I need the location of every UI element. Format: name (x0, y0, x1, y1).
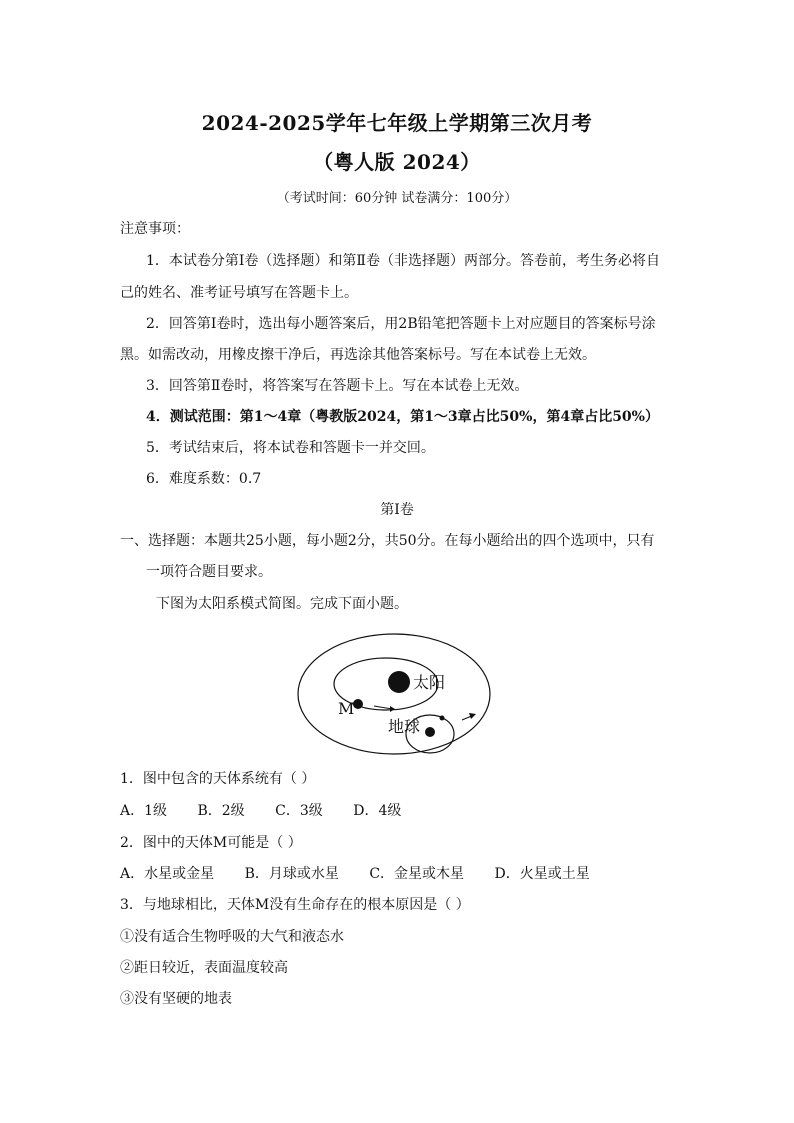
sun (388, 671, 410, 693)
question-3-statement: ②距日较近，表面温度较高 (120, 960, 288, 976)
question-2-option-b: B．月球或水星 (244, 866, 339, 882)
earth (425, 727, 435, 737)
note-item: 己的姓名、准考证号填写在答题卡上。 (120, 285, 358, 301)
note-item: 3．回答第Ⅱ卷时，将答案写在答题卡上。写在本试卷上无效。 (146, 378, 529, 394)
question-1-stem: 1．图中包含的天体系统有（ ） (120, 771, 316, 787)
planet-m-label: M (338, 699, 355, 718)
solar-system-diagram (296, 630, 496, 770)
earth-label: 地球 (388, 717, 421, 736)
question-2-options (120, 863, 616, 883)
question-intro: 下图为太阳系模式简图。完成下面小题。 (156, 596, 408, 612)
note-item-scope: 4．测试范围：第1～4章（粤教版2024，第1～3章占比50%，第4章占比50%） (146, 409, 659, 425)
exam-title: 2024-2025学年七年级上学期第三次月考 (201, 111, 593, 135)
exam-edition: （粤人版 2024） (313, 150, 481, 174)
note-item: 6．难度系数：0.7 (146, 471, 262, 487)
question-3-statement: ③没有坚硬的地表 (120, 991, 232, 1007)
note-item: 2．回答第Ⅰ卷时，选出每小题答案后，用2B铅笔把答题卡上对应题目的答案标号涂 (146, 316, 656, 332)
question-3-statement: ①没有适合生物呼吸的大气和液态水 (120, 929, 344, 945)
question-1-options (120, 800, 427, 820)
question-2-option-d: D．火星或土星 (494, 866, 590, 882)
note-item: 1．本试卷分第Ⅰ卷（选择题）和第Ⅱ卷（非选择题）两部分。答卷前，考生务必将自 (146, 253, 660, 269)
question-2-option-c: C．金星或木星 (369, 866, 465, 882)
planet-m (353, 699, 363, 709)
question-2-option-a: A．水星或金星 (120, 866, 215, 882)
outer-orbit-arrow-head (469, 713, 476, 719)
question-1-option-c: C．3级 (275, 803, 323, 819)
orbit-arrow-head (390, 706, 395, 712)
moon (440, 716, 445, 721)
outer-orbit (298, 634, 490, 754)
question-1-option-b: B．2级 (197, 803, 245, 819)
question-3-stem: 3．与地球相比，天体M没有生命存在的根本原因是（ ） (120, 897, 470, 913)
sun-label: 太阳 (413, 673, 446, 692)
note-item: 5．考试结束后，将本试卷和答题卡一并交回。 (146, 440, 435, 456)
note-item: 黑。如需改动，用橡皮擦干净后，再选涂其他答案标号。写在本试卷上无效。 (120, 347, 596, 363)
question-1-option-a: A．1级 (120, 803, 168, 819)
exam-time-score: （考试时间：60分钟 试卷满分：100分） (276, 191, 518, 206)
section-heading: 一、选择题：本题共25小题，每小题2分，共50分。在每小题给出的四个选项中，只有 (120, 533, 655, 549)
question-1-option-d: D．4级 (353, 803, 402, 819)
notes-heading: 注意事项： (120, 221, 190, 237)
orbit-direction-arrow (374, 706, 392, 709)
question-2-stem: 2．图中的天体M可能是（ ） (120, 835, 302, 851)
section-heading-cont: 一项符合题目要求。 (146, 564, 272, 580)
section-title: 第Ⅰ卷 (380, 502, 414, 518)
